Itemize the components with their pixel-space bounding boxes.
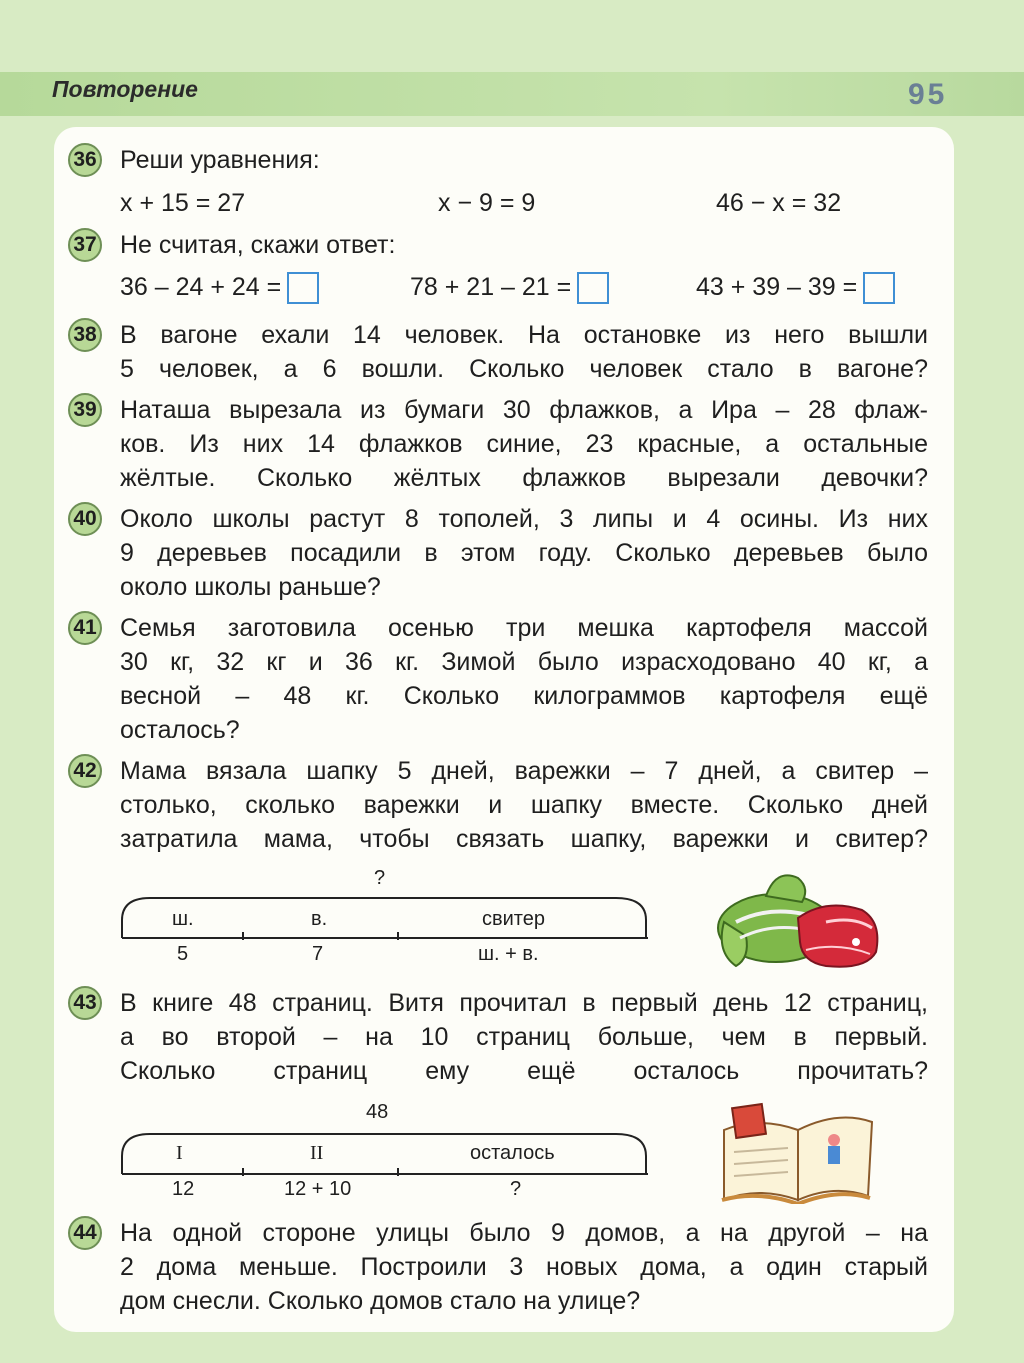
task-36-prompt: Реши уравнения: — [120, 146, 320, 174]
diagram-43-segment-label: осталось — [470, 1142, 555, 1164]
task-37-number: 37 — [68, 228, 102, 262]
task-37-expression: 36 – 24 + 24 = — [120, 270, 319, 304]
task-40-text: около школы раньше? — [120, 573, 381, 601]
task-40-number: 40 — [68, 502, 102, 536]
diagram-43-value: 12 + 10 — [284, 1178, 352, 1200]
task-42-number: 42 — [68, 754, 102, 788]
diagram-42-value: 5 — [177, 943, 189, 965]
task-43-segment-diagram — [110, 1116, 670, 1176]
task-43-text: Сколько страниц ему ещё осталось прочитать? — [120, 1057, 928, 1085]
task-43-text: В книге 48 страниц. Витя прочитал в первый день 12 страниц, — [120, 989, 928, 1017]
diagram-43-segment-label: I — [176, 1142, 183, 1164]
task-42-text: затратила мама, чтобы связать шапку, варежки и свитер? — [120, 825, 928, 853]
task-39-number: 39 — [68, 393, 102, 427]
task-40-text: 9 деревьев посадили в этом году. Сколько деревьев было — [120, 539, 928, 567]
task-39-text: ков. Из них 14 флажков синие, 23 красные, а остальные — [120, 430, 928, 458]
task-44-number: 44 — [68, 1216, 102, 1250]
diagram-42-segment-label: ш. — [172, 908, 194, 930]
task-42-segment-diagram — [110, 880, 670, 940]
task-43-text: а во второй – на 10 страниц больше, чем в первый. — [120, 1023, 928, 1051]
task-39-text: Наташа вырезала из бумаги 30 флажков, а Ира – 28 флаж- — [120, 396, 928, 424]
diagram-42-segment-label: в. — [311, 908, 328, 930]
knitted-hat-and-mittens-illustration — [706, 862, 888, 974]
task-42-text: столько, сколько варежки и шапку вместе. Сколько дней — [120, 791, 928, 819]
diagram-43-total: 48 — [366, 1101, 389, 1123]
diagram-43-value: 12 — [172, 1178, 195, 1200]
task-38-text: 5 человек, а 6 вошли. Сколько человек стало в вагоне? — [120, 355, 928, 383]
task-36-equation: x + 15 = 27 — [120, 189, 246, 217]
diagram-42-total: ? — [374, 867, 386, 889]
task-41-text: осталось? — [120, 716, 240, 744]
answer-box[interactable] — [287, 272, 319, 304]
task-36-equation: 46 − x = 32 — [716, 189, 842, 217]
diagram-42-segment-label: свитер — [482, 908, 545, 930]
diagram-43-segment-label: II — [310, 1142, 324, 1164]
task-44-text: дом снесли. Сколько домов стало на улице? — [120, 1287, 641, 1315]
page-number: 95 — [908, 78, 948, 111]
open-book-illustration — [718, 1100, 878, 1204]
diagram-42-value: ш. + в. — [478, 943, 539, 965]
task-41-text: Семья заготовила осенью три мешка картофеля массой — [120, 614, 928, 642]
diagram-43-value: ? — [510, 1178, 522, 1200]
task-40-text: Около школы растут 8 тополей, 3 липы и 4 осины. Из них — [120, 505, 928, 533]
task-36-number: 36 — [68, 143, 102, 177]
task-38-text: В вагоне ехали 14 человек. На остановке из него вышли — [120, 321, 928, 349]
section-title: Повторение — [52, 76, 198, 102]
answer-box[interactable] — [577, 272, 609, 304]
task-37-expression: 43 + 39 – 39 = — [696, 270, 895, 304]
task-37-expression: 78 + 21 – 21 = — [410, 270, 609, 304]
task-44-text: На одной стороне улицы было 9 домов, а на другой – на — [120, 1219, 928, 1247]
answer-box[interactable] — [863, 272, 895, 304]
diagram-42-value: 7 — [312, 943, 324, 965]
task-44-text: 2 дома меньше. Построили 3 новых дома, а один старый — [120, 1253, 928, 1281]
task-43-number: 43 — [68, 986, 102, 1020]
task-42-text: Мама вязала шапку 5 дней, варежки – 7 дней, а свитер – — [120, 757, 928, 785]
task-39-text: жёлтые. Сколько жёлтых флажков вырезали девочки? — [120, 464, 928, 492]
task-41-text: 30 кг, 32 кг и 36 кг. Зимой было израсходовано 40 кг, а — [120, 648, 928, 676]
task-36-equation: x − 9 = 9 — [438, 189, 536, 217]
task-41-number: 41 — [68, 611, 102, 645]
task-38-number: 38 — [68, 318, 102, 352]
task-37-prompt: Не считая, скажи ответ: — [120, 231, 396, 259]
task-41-text: весной – 48 кг. Сколько килограммов картофеля ещё — [120, 682, 928, 710]
